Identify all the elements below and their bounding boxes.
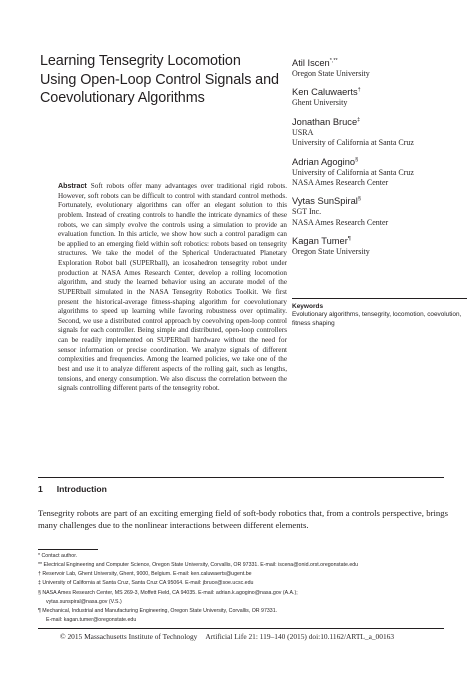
author-footnote-mark: *,** [329,57,338,64]
author-affiliation: NASA Ames Research Center [292,178,389,188]
page-footer [60,632,460,641]
author-block [292,235,467,257]
author-name [292,195,467,207]
author-name-text: Jonathan Bruce [292,116,358,127]
author-block [292,86,467,108]
author-affiliation: Ghent University [292,98,348,108]
section-heading [38,484,107,494]
keywords-text: Evolutionary algorithms, tensegrity, locomotion, coevolution, fitness shaping [292,311,462,327]
author-name [292,116,467,128]
abstract-label: Abstract [58,182,87,190]
footnote: ‡ University of California at Santa Cruz, Santa Cruz CA 95064. E-mail: jbruce@soe.ucsc.edu [38,580,254,587]
abstract-text: Soft robots offer many advantages over traditional rigid robots. However, soft robots can be difficult to control with standard control methods. Fortunately, evolutionary algorithms can offer an elegant solution to this problem. Instead of creating controls to handle the intricate dynamics of these robots, we can simply evolve the controls using a simulation to provide an evaluation function. In this article, we show how such a control paradigm can be applied to an emerging field within soft robotics: robots based on tensegrity structures. We take the model of the Spherical Underactuated Planetary Exploration Robot ball (SUPERball), an icosahedron tensegrity robot under production at NASA Ames Research Center, develop a rolling locomotion algorithm, and study the learned behavior using an accurate model of the SUPERball simulated in the NASA Tensegrity Robotics Toolkit. We first present the historical-average fitness-shaping algorithm for coevolutionary algorithms to speed up learning while favoring robustness over optimality. Second, we use a distributed control approach by coevolving open-loop control signals for each controller. Being simple and distributed, open-loop controllers can be readily implemented on SUPERball hardware without the need for sensor information or precise coordination. We analyze signals of different complexities and frequencies. Among the learned policies, we take one of the best and use it to analyze different aspects of the rolling gait, such as lengths, tensions, and energy consumption. We also discuss the correlation between the signals controlling different parts of the tensegrity robot. [58,182,287,393]
author-name [292,235,467,247]
author-block [292,195,467,228]
author-affiliation: Oregon State University [292,69,370,78]
author-affiliation: SGT Inc. [292,207,322,217]
author-name-text: Atil Iscen [292,58,330,68]
footnote: E-mail: kagan.tumer@oregonstate.edu [46,617,137,624]
author-block [292,116,467,149]
author-name [292,57,467,69]
author-footnote-mark: ‡ [357,116,361,123]
abstract [58,182,287,394]
author-affiliation: University of California at Santa Cruz [292,167,414,177]
author-name-text: Kagan Tumer [292,236,348,247]
author-list [292,57,467,265]
author-name [292,156,467,168]
author-affiliation: USRA [292,127,314,137]
footnote: ¶ Mechanical, Industrial and Manufacturing Engineering, Oregon State University, Corvallis, OR 97331. [38,607,278,614]
footer-divider [38,628,444,629]
footnotes [38,552,458,625]
author-footnote-mark: † [357,87,361,94]
section-divider [38,477,444,478]
keywords-box [292,298,467,329]
citation: Artificial Life 21: 119–140 (2015) doi:10.1162/ARTL_a_00163 [205,632,395,641]
author-block [292,156,467,189]
author-affiliation: NASA Ames Research Center [292,217,389,227]
intro-paragraph: Tensegrity robots are part of an exciting emerging field of soft-body robotics that, from a controls perspective, brings many challenges due to the nonlinear interactions between different elements. [38,508,448,531]
author-name-text: Ken Caluwaerts [292,87,358,98]
section-number: 1 [38,484,43,494]
author-name [292,86,467,98]
author-name-text: Adrian Agogino [292,156,356,167]
author-name-text: Vytas SunSpiral [292,196,358,207]
author-affiliation: Oregon State University [292,247,370,257]
keywords-heading: Keywords [292,303,324,310]
footnote: § NASA Ames Research Center, MS 269-3, Moffett Field, CA 94035. E-mail: adrian.k.agogino@nasa.gov (A.A.); [38,589,298,596]
copyright: © 2015 Massachusetts Institute of Technology [60,632,198,641]
author-footnote-mark: ¶ [347,236,351,243]
footnote: vytas.sunspiral@nasa.gov (V.S.) [46,598,122,605]
author-block [292,57,467,79]
footnote: * Contact author. [38,553,78,559]
footnote: ** Electrical Engineering and Computer Science, Oregon State University, Corvallis, OR 97331. E-mail: iscena@onid.orst.oregonstate.edu [38,562,359,569]
footnote: † Reservoir Lab, Ghent University, Ghent, 9000, Belgium. E-mail: ken.caluwaerts@ugent.be [38,571,252,578]
section-title: Introduction [56,484,107,494]
paper-title: Learning Tensegrity Locomotion Using Open-Loop Control Signals and Coevolutionary Algorithms [40,53,279,106]
footnote-divider [38,549,98,550]
author-affiliation: University of California at Santa Cruz [292,138,414,148]
author-footnote-mark: § [355,156,359,163]
author-footnote-mark: § [357,196,361,203]
